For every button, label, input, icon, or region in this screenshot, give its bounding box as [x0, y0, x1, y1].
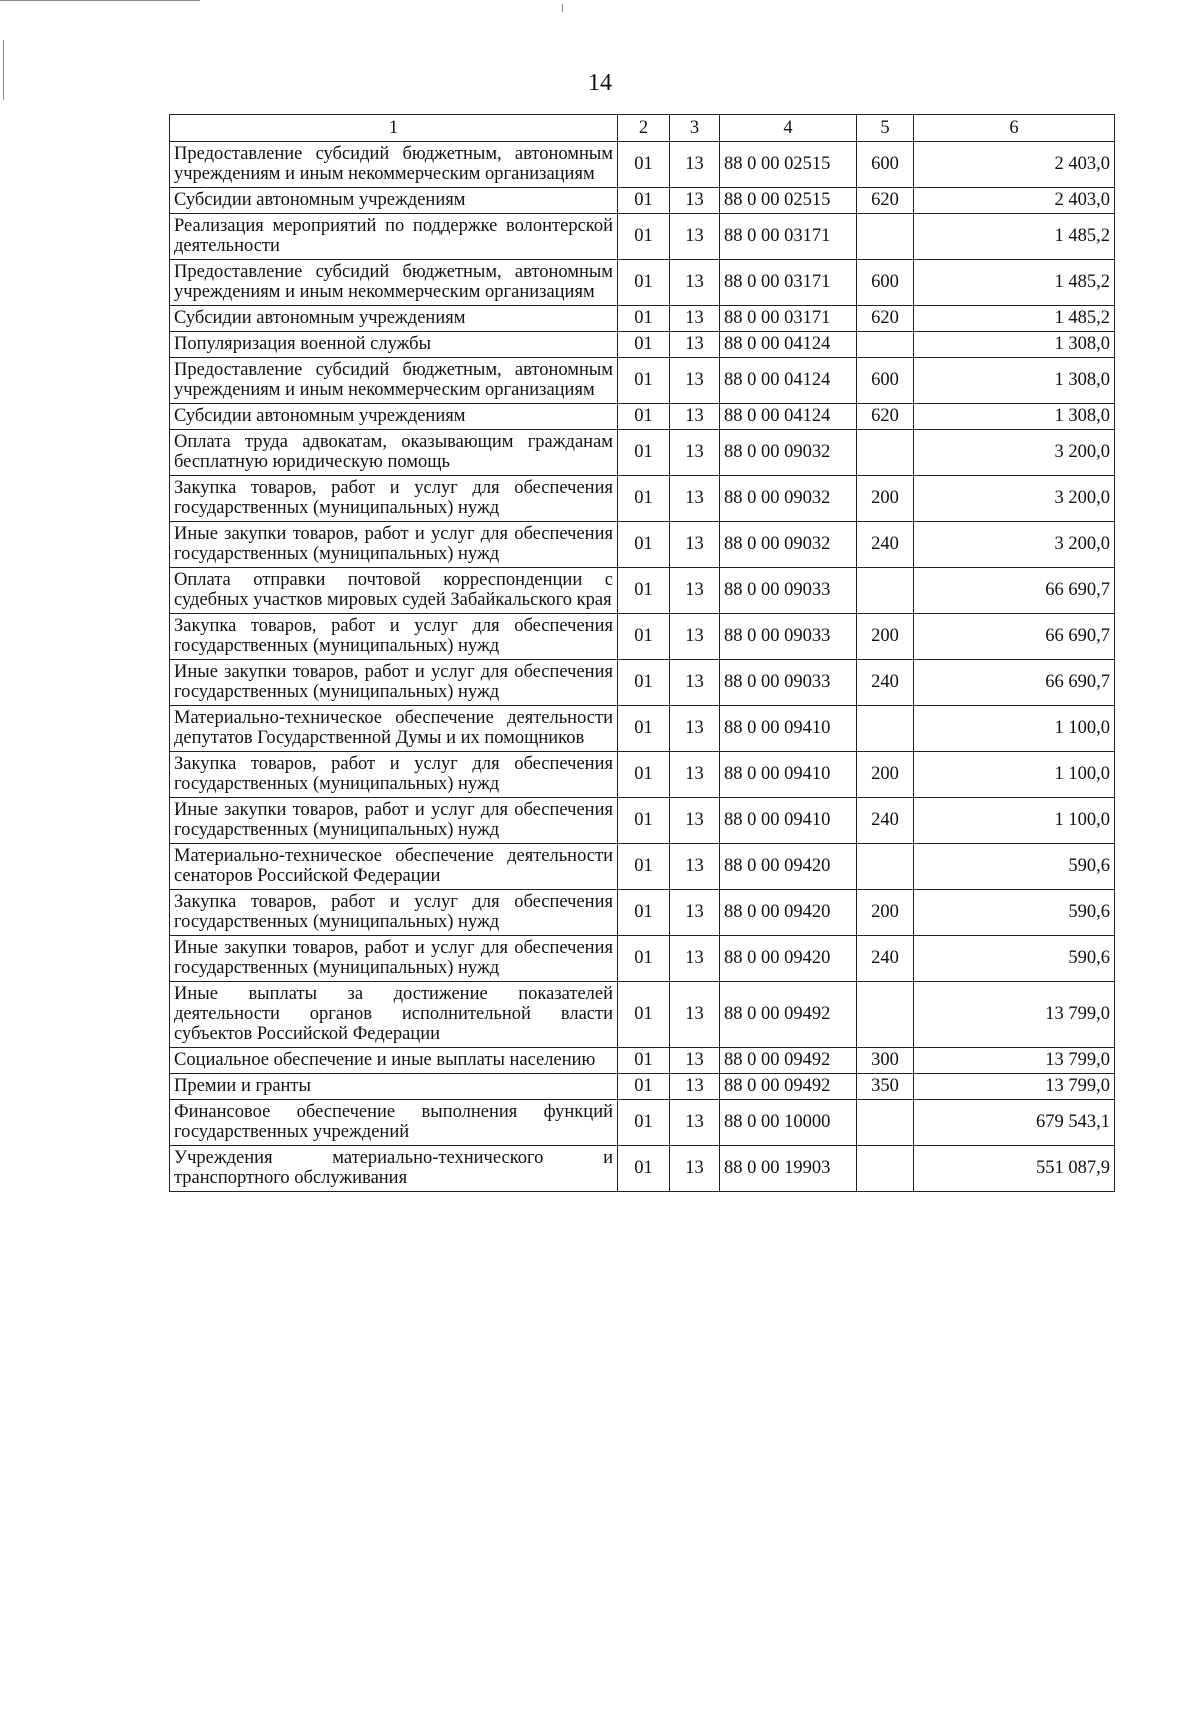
row-name-cell: Финансовое обеспечение выполнения функций государственных учреждений [170, 1100, 618, 1146]
table-row [170, 260, 1115, 306]
subsection-code-cell: 13 [670, 936, 720, 982]
subsection-code-cell: 13 [670, 188, 720, 214]
section-code-cell: 01 [618, 982, 670, 1048]
amount-cell: 66 690,7 [914, 660, 1115, 706]
amount-cell: 1 100,0 [914, 752, 1115, 798]
target-article-cell: 88 0 00 10000 [720, 1100, 857, 1146]
row-name-cell: Закупка товаров, работ и услуг для обеспечения государственных (муниципальных) нужд [170, 752, 618, 798]
expense-type-cell [857, 982, 914, 1048]
row-name-cell: Материально-техническое обеспечение деятельности сенаторов Российской Федерации [170, 844, 618, 890]
target-article-cell: 88 0 00 04124 [720, 404, 857, 430]
expense-type-cell: 620 [857, 306, 914, 332]
target-article-cell: 88 0 00 09492 [720, 1048, 857, 1074]
expense-type-cell: 240 [857, 522, 914, 568]
target-article-cell: 88 0 00 09410 [720, 798, 857, 844]
table-row [170, 798, 1115, 844]
amount-cell: 590,6 [914, 936, 1115, 982]
amount-cell: 1 485,2 [914, 214, 1115, 260]
row-name-cell: Предоставление субсидий бюджетным, автономным учреждениям и иным некоммерческим организациям [170, 142, 618, 188]
table-row [170, 188, 1115, 214]
section-code-cell: 01 [618, 1146, 670, 1192]
section-code-cell: 01 [618, 306, 670, 332]
row-name-cell: Иные закупки товаров, работ и услуг для обеспечения государственных (муниципальных) нужд [170, 798, 618, 844]
column-header-4: 4 [720, 115, 857, 142]
section-code-cell: 01 [618, 332, 670, 358]
subsection-code-cell: 13 [670, 890, 720, 936]
target-article-cell: 88 0 00 09033 [720, 614, 857, 660]
table-row [170, 332, 1115, 358]
column-header-2: 2 [618, 115, 670, 142]
subsection-code-cell: 13 [670, 798, 720, 844]
section-code-cell: 01 [618, 1074, 670, 1100]
target-article-cell: 88 0 00 09492 [720, 982, 857, 1048]
section-code-cell: 01 [618, 706, 670, 752]
table-row [170, 890, 1115, 936]
row-name-cell: Субсидии автономным учреждениям [170, 188, 618, 214]
row-name-cell: Предоставление субсидий бюджетным, автономным учреждениям и иным некоммерческим организациям [170, 358, 618, 404]
subsection-code-cell: 13 [670, 614, 720, 660]
target-article-cell: 88 0 00 09032 [720, 430, 857, 476]
table-row [170, 752, 1115, 798]
table-row [170, 214, 1115, 260]
target-article-cell: 88 0 00 09410 [720, 752, 857, 798]
expense-type-cell: 240 [857, 798, 914, 844]
target-article-cell: 88 0 00 09492 [720, 1074, 857, 1100]
subsection-code-cell: 13 [670, 306, 720, 332]
table-row [170, 430, 1115, 476]
table-row [170, 614, 1115, 660]
target-article-cell: 88 0 00 04124 [720, 358, 857, 404]
amount-cell: 13 799,0 [914, 1048, 1115, 1074]
row-name-cell: Реализация мероприятий по поддержке волонтерской деятельности [170, 214, 618, 260]
table-row [170, 982, 1115, 1048]
subsection-code-cell: 13 [670, 522, 720, 568]
table-row [170, 358, 1115, 404]
scan-artifact-top-line [0, 0, 200, 1]
target-article-cell: 88 0 00 02515 [720, 188, 857, 214]
amount-cell: 2 403,0 [914, 142, 1115, 188]
section-code-cell: 01 [618, 844, 670, 890]
amount-cell: 3 200,0 [914, 430, 1115, 476]
amount-cell: 590,6 [914, 890, 1115, 936]
expense-type-cell [857, 706, 914, 752]
target-article-cell: 88 0 00 09033 [720, 660, 857, 706]
table-row [170, 522, 1115, 568]
subsection-code-cell: 13 [670, 1146, 720, 1192]
scan-artifact-tick [562, 4, 563, 12]
section-code-cell: 01 [618, 890, 670, 936]
expense-type-cell [857, 1100, 914, 1146]
row-name-cell: Социальное обеспечение и иные выплаты населению [170, 1048, 618, 1074]
table-row [170, 1100, 1115, 1146]
row-name-cell: Материально-техническое обеспечение деятельности депутатов Государственной Думы и их помощников [170, 706, 618, 752]
row-name-cell: Популяризация военной службы [170, 332, 618, 358]
subsection-code-cell: 13 [670, 1048, 720, 1074]
expense-type-cell: 300 [857, 1048, 914, 1074]
section-code-cell: 01 [618, 188, 670, 214]
section-code-cell: 01 [618, 522, 670, 568]
amount-cell: 66 690,7 [914, 614, 1115, 660]
expense-type-cell [857, 568, 914, 614]
amount-cell: 1 308,0 [914, 358, 1115, 404]
expense-type-cell: 350 [857, 1074, 914, 1100]
section-code-cell: 01 [618, 1048, 670, 1074]
row-name-cell: Иные закупки товаров, работ и услуг для обеспечения государственных (муниципальных) нужд [170, 660, 618, 706]
table-body [170, 142, 1115, 1192]
amount-cell: 590,6 [914, 844, 1115, 890]
row-name-cell: Субсидии автономным учреждениям [170, 404, 618, 430]
expense-type-cell: 600 [857, 358, 914, 404]
section-code-cell: 01 [618, 798, 670, 844]
subsection-code-cell: 13 [670, 214, 720, 260]
amount-cell: 1 100,0 [914, 706, 1115, 752]
amount-cell: 1 485,2 [914, 260, 1115, 306]
subsection-code-cell: 13 [670, 1100, 720, 1146]
subsection-code-cell: 13 [670, 706, 720, 752]
target-article-cell: 88 0 00 09420 [720, 890, 857, 936]
expense-type-cell: 620 [857, 404, 914, 430]
target-article-cell: 88 0 00 09410 [720, 706, 857, 752]
expense-type-cell: 200 [857, 476, 914, 522]
page-number: 14 [588, 70, 612, 96]
row-name-cell: Оплата труда адвокатам, оказывающим гражданам бесплатную юридическую помощь [170, 430, 618, 476]
expense-type-cell: 200 [857, 614, 914, 660]
amount-cell: 1 308,0 [914, 404, 1115, 430]
amount-cell: 3 200,0 [914, 476, 1115, 522]
row-name-cell: Предоставление субсидий бюджетным, автономным учреждениям и иным некоммерческим организациям [170, 260, 618, 306]
row-name-cell: Иные закупки товаров, работ и услуг для обеспечения государственных (муниципальных) нужд [170, 936, 618, 982]
target-article-cell: 88 0 00 03171 [720, 306, 857, 332]
column-header-1: 1 [170, 115, 618, 142]
expense-type-cell: 200 [857, 890, 914, 936]
table-row [170, 404, 1115, 430]
expense-type-cell [857, 430, 914, 476]
column-header-3: 3 [670, 115, 720, 142]
row-name-cell: Закупка товаров, работ и услуг для обеспечения государственных (муниципальных) нужд [170, 614, 618, 660]
table-row [170, 660, 1115, 706]
subsection-code-cell: 13 [670, 142, 720, 188]
amount-cell: 3 200,0 [914, 522, 1115, 568]
amount-cell: 66 690,7 [914, 568, 1115, 614]
table-row [170, 706, 1115, 752]
target-article-cell: 88 0 00 03171 [720, 214, 857, 260]
subsection-code-cell: 13 [670, 1074, 720, 1100]
expense-type-cell: 600 [857, 260, 914, 306]
amount-cell: 679 543,1 [914, 1100, 1115, 1146]
header-row [170, 115, 1115, 142]
section-code-cell: 01 [618, 1100, 670, 1146]
target-article-cell: 88 0 00 09032 [720, 522, 857, 568]
target-article-cell: 88 0 00 19903 [720, 1146, 857, 1192]
table-row [170, 568, 1115, 614]
expense-type-cell [857, 214, 914, 260]
target-article-cell: 88 0 00 09420 [720, 844, 857, 890]
amount-cell: 2 403,0 [914, 188, 1115, 214]
amount-cell: 551 087,9 [914, 1146, 1115, 1192]
table-row [170, 306, 1115, 332]
column-header-5: 5 [857, 115, 914, 142]
section-code-cell: 01 [618, 476, 670, 522]
column-header-6: 6 [914, 115, 1115, 142]
section-code-cell: 01 [618, 752, 670, 798]
target-article-cell: 88 0 00 02515 [720, 142, 857, 188]
budget-table [169, 114, 1115, 1192]
subsection-code-cell: 13 [670, 660, 720, 706]
section-code-cell: 01 [618, 214, 670, 260]
section-code-cell: 01 [618, 358, 670, 404]
section-code-cell: 01 [618, 568, 670, 614]
expense-type-cell: 240 [857, 936, 914, 982]
expense-type-cell: 240 [857, 660, 914, 706]
table-row [170, 476, 1115, 522]
row-name-cell: Иные выплаты за достижение показателей деятельности органов исполнительной власти субъектов Российской Федерации [170, 982, 618, 1048]
expense-type-cell: 600 [857, 142, 914, 188]
amount-cell: 13 799,0 [914, 982, 1115, 1048]
amount-cell: 1 485,2 [914, 306, 1115, 332]
table-row [170, 1048, 1115, 1074]
expense-type-cell: 620 [857, 188, 914, 214]
expense-type-cell [857, 844, 914, 890]
target-article-cell: 88 0 00 09420 [720, 936, 857, 982]
expense-type-cell [857, 1146, 914, 1192]
table-row [170, 844, 1115, 890]
row-name-cell: Оплата отправки почтовой корреспонденции с судебных участков мировых судей Забайкальского края [170, 568, 618, 614]
expense-type-cell [857, 332, 914, 358]
target-article-cell: 88 0 00 04124 [720, 332, 857, 358]
table-header [170, 115, 1115, 142]
row-name-cell: Премии и гранты [170, 1074, 618, 1100]
table-row [170, 1074, 1115, 1100]
row-name-cell: Субсидии автономным учреждениям [170, 306, 618, 332]
target-article-cell: 88 0 00 09033 [720, 568, 857, 614]
expense-type-cell: 200 [857, 752, 914, 798]
section-code-cell: 01 [618, 936, 670, 982]
amount-cell: 1 308,0 [914, 332, 1115, 358]
section-code-cell: 01 [618, 614, 670, 660]
table-row [170, 936, 1115, 982]
target-article-cell: 88 0 00 09032 [720, 476, 857, 522]
subsection-code-cell: 13 [670, 430, 720, 476]
subsection-code-cell: 13 [670, 476, 720, 522]
row-name-cell: Учреждения материально-технического и транспортного обслуживания [170, 1146, 618, 1192]
target-article-cell: 88 0 00 03171 [720, 260, 857, 306]
subsection-code-cell: 13 [670, 568, 720, 614]
section-code-cell: 01 [618, 430, 670, 476]
subsection-code-cell: 13 [670, 358, 720, 404]
amount-cell: 1 100,0 [914, 798, 1115, 844]
subsection-code-cell: 13 [670, 260, 720, 306]
table-row [170, 142, 1115, 188]
table-row [170, 1146, 1115, 1192]
subsection-code-cell: 13 [670, 404, 720, 430]
subsection-code-cell: 13 [670, 752, 720, 798]
subsection-code-cell: 13 [670, 844, 720, 890]
subsection-code-cell: 13 [670, 982, 720, 1048]
section-code-cell: 01 [618, 404, 670, 430]
row-name-cell: Закупка товаров, работ и услуг для обеспечения государственных (муниципальных) нужд [170, 890, 618, 936]
amount-cell: 13 799,0 [914, 1074, 1115, 1100]
section-code-cell: 01 [618, 660, 670, 706]
row-name-cell: Закупка товаров, работ и услуг для обеспечения государственных (муниципальных) нужд [170, 476, 618, 522]
section-code-cell: 01 [618, 260, 670, 306]
section-code-cell: 01 [618, 142, 670, 188]
subsection-code-cell: 13 [670, 332, 720, 358]
row-name-cell: Иные закупки товаров, работ и услуг для обеспечения государственных (муниципальных) нужд [170, 522, 618, 568]
